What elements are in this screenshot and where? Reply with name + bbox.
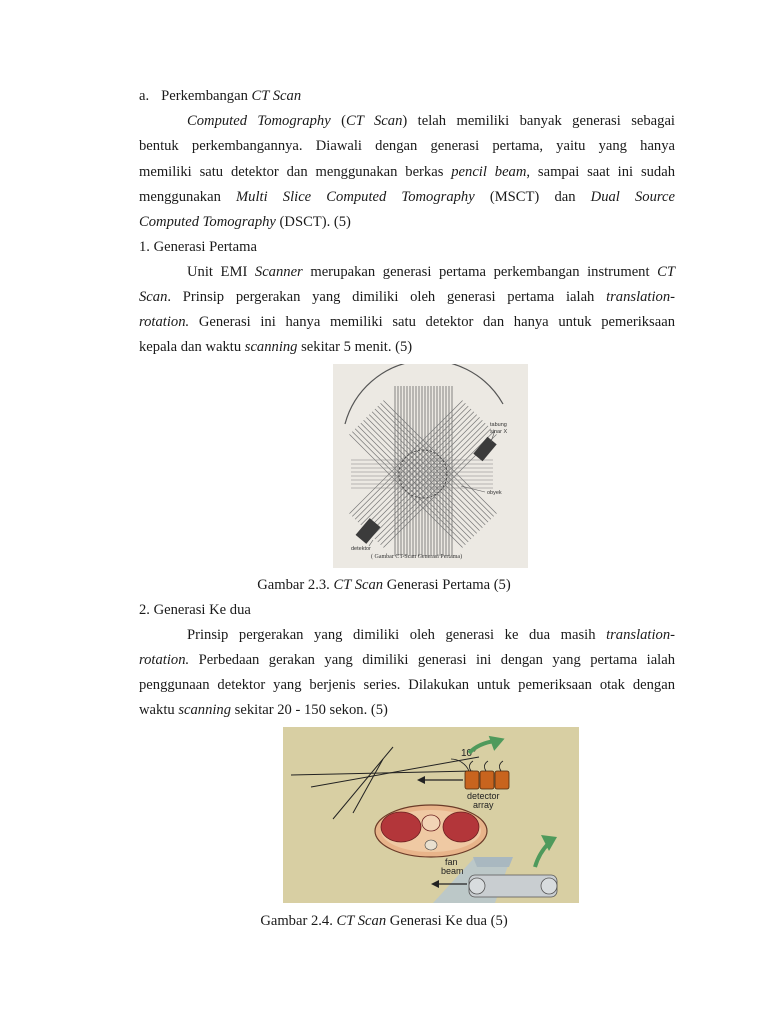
gen1-line-2: Scan. Prinsip pergerakan yang dimiliki oleh generasi pertama ialah translation- [139,289,675,305]
label-tube-1: tabung [490,422,507,428]
gen1-line-4: kepala dan waktu scanning sekitar 5 menit. (5) [139,339,413,355]
gen1-heading: 1. Generasi Pertama [139,239,257,255]
intro-line-3: memiliki satu detektor dan menggunakan berkas pencil beam, sampai saat ini sudah [139,164,675,180]
angle-label: 10° [461,748,477,759]
gen2-line-4: waktu scanning sekitar 20 - 150 sekon. (5) [139,702,388,718]
gen2-line-3: penggunaan detektor yang berjenis series. Dilakukan untuk pemeriksaan otak dengan [139,677,675,693]
figure-2-3-caption: Gambar 2.3. CT Scan Generasi Pertama (5) [257,577,511,593]
section-title: Perkembangan [161,88,252,104]
figure-2-4-caption: Gambar 2.4. CT Scan Generasi Ke dua (5) [260,913,508,929]
fan-label-2: beam [441,866,464,876]
intro-line-1: Computed Tomography (CT Scan) telah memiliki banyak generasi sebagai [187,113,675,129]
figure-second-generation [283,727,579,903]
detector-label-1: detector [467,791,500,801]
intro-line-5: Computed Tomography (DSCT). (5) [139,214,351,230]
label-object: obyek [487,490,502,496]
gen1-line-1: Unit EMI Scanner merupakan generasi pertama perkembangan instrument CT [187,264,675,280]
first-generation-diagram [333,364,528,568]
detector-label-2: array [473,800,494,810]
figure1-inner-caption: ( Gambar CT-Scan Generasi Pertama) [371,554,463,560]
gen2-heading: 2. Generasi Ke dua [139,602,251,618]
figure-first-generation [333,364,528,568]
fan-label-1: fan [445,857,458,867]
section-marker: a. [139,88,150,104]
intro-line-4: menggunakan Multi Slice Computed Tomography (MSCT) dan Dual Source [139,189,675,205]
section-heading [139,86,301,106]
gen1-line-3: rotation. Generasi ini hanya memiliki satu detektor dan hanya untuk pemeriksaan [139,314,675,330]
gen2-line-1: Prinsip pergerakan yang dimiliki oleh generasi ke dua masih translation- [187,627,675,643]
second-generation-diagram [283,727,579,903]
label-detector: detektor [351,546,371,552]
section-title-italic: CT Scan [251,88,302,104]
intro-line-2: bentuk perkembangannya. Diawali dengan generasi pertama, yaitu yang hanya [139,138,675,154]
label-tube-2: sinar X [490,429,508,435]
gen2-line-2: rotation. Perbedaan gerakan yang dimiliki generasi ini dengan yang pertama ialah [139,652,675,668]
body-cross-section [375,805,487,857]
